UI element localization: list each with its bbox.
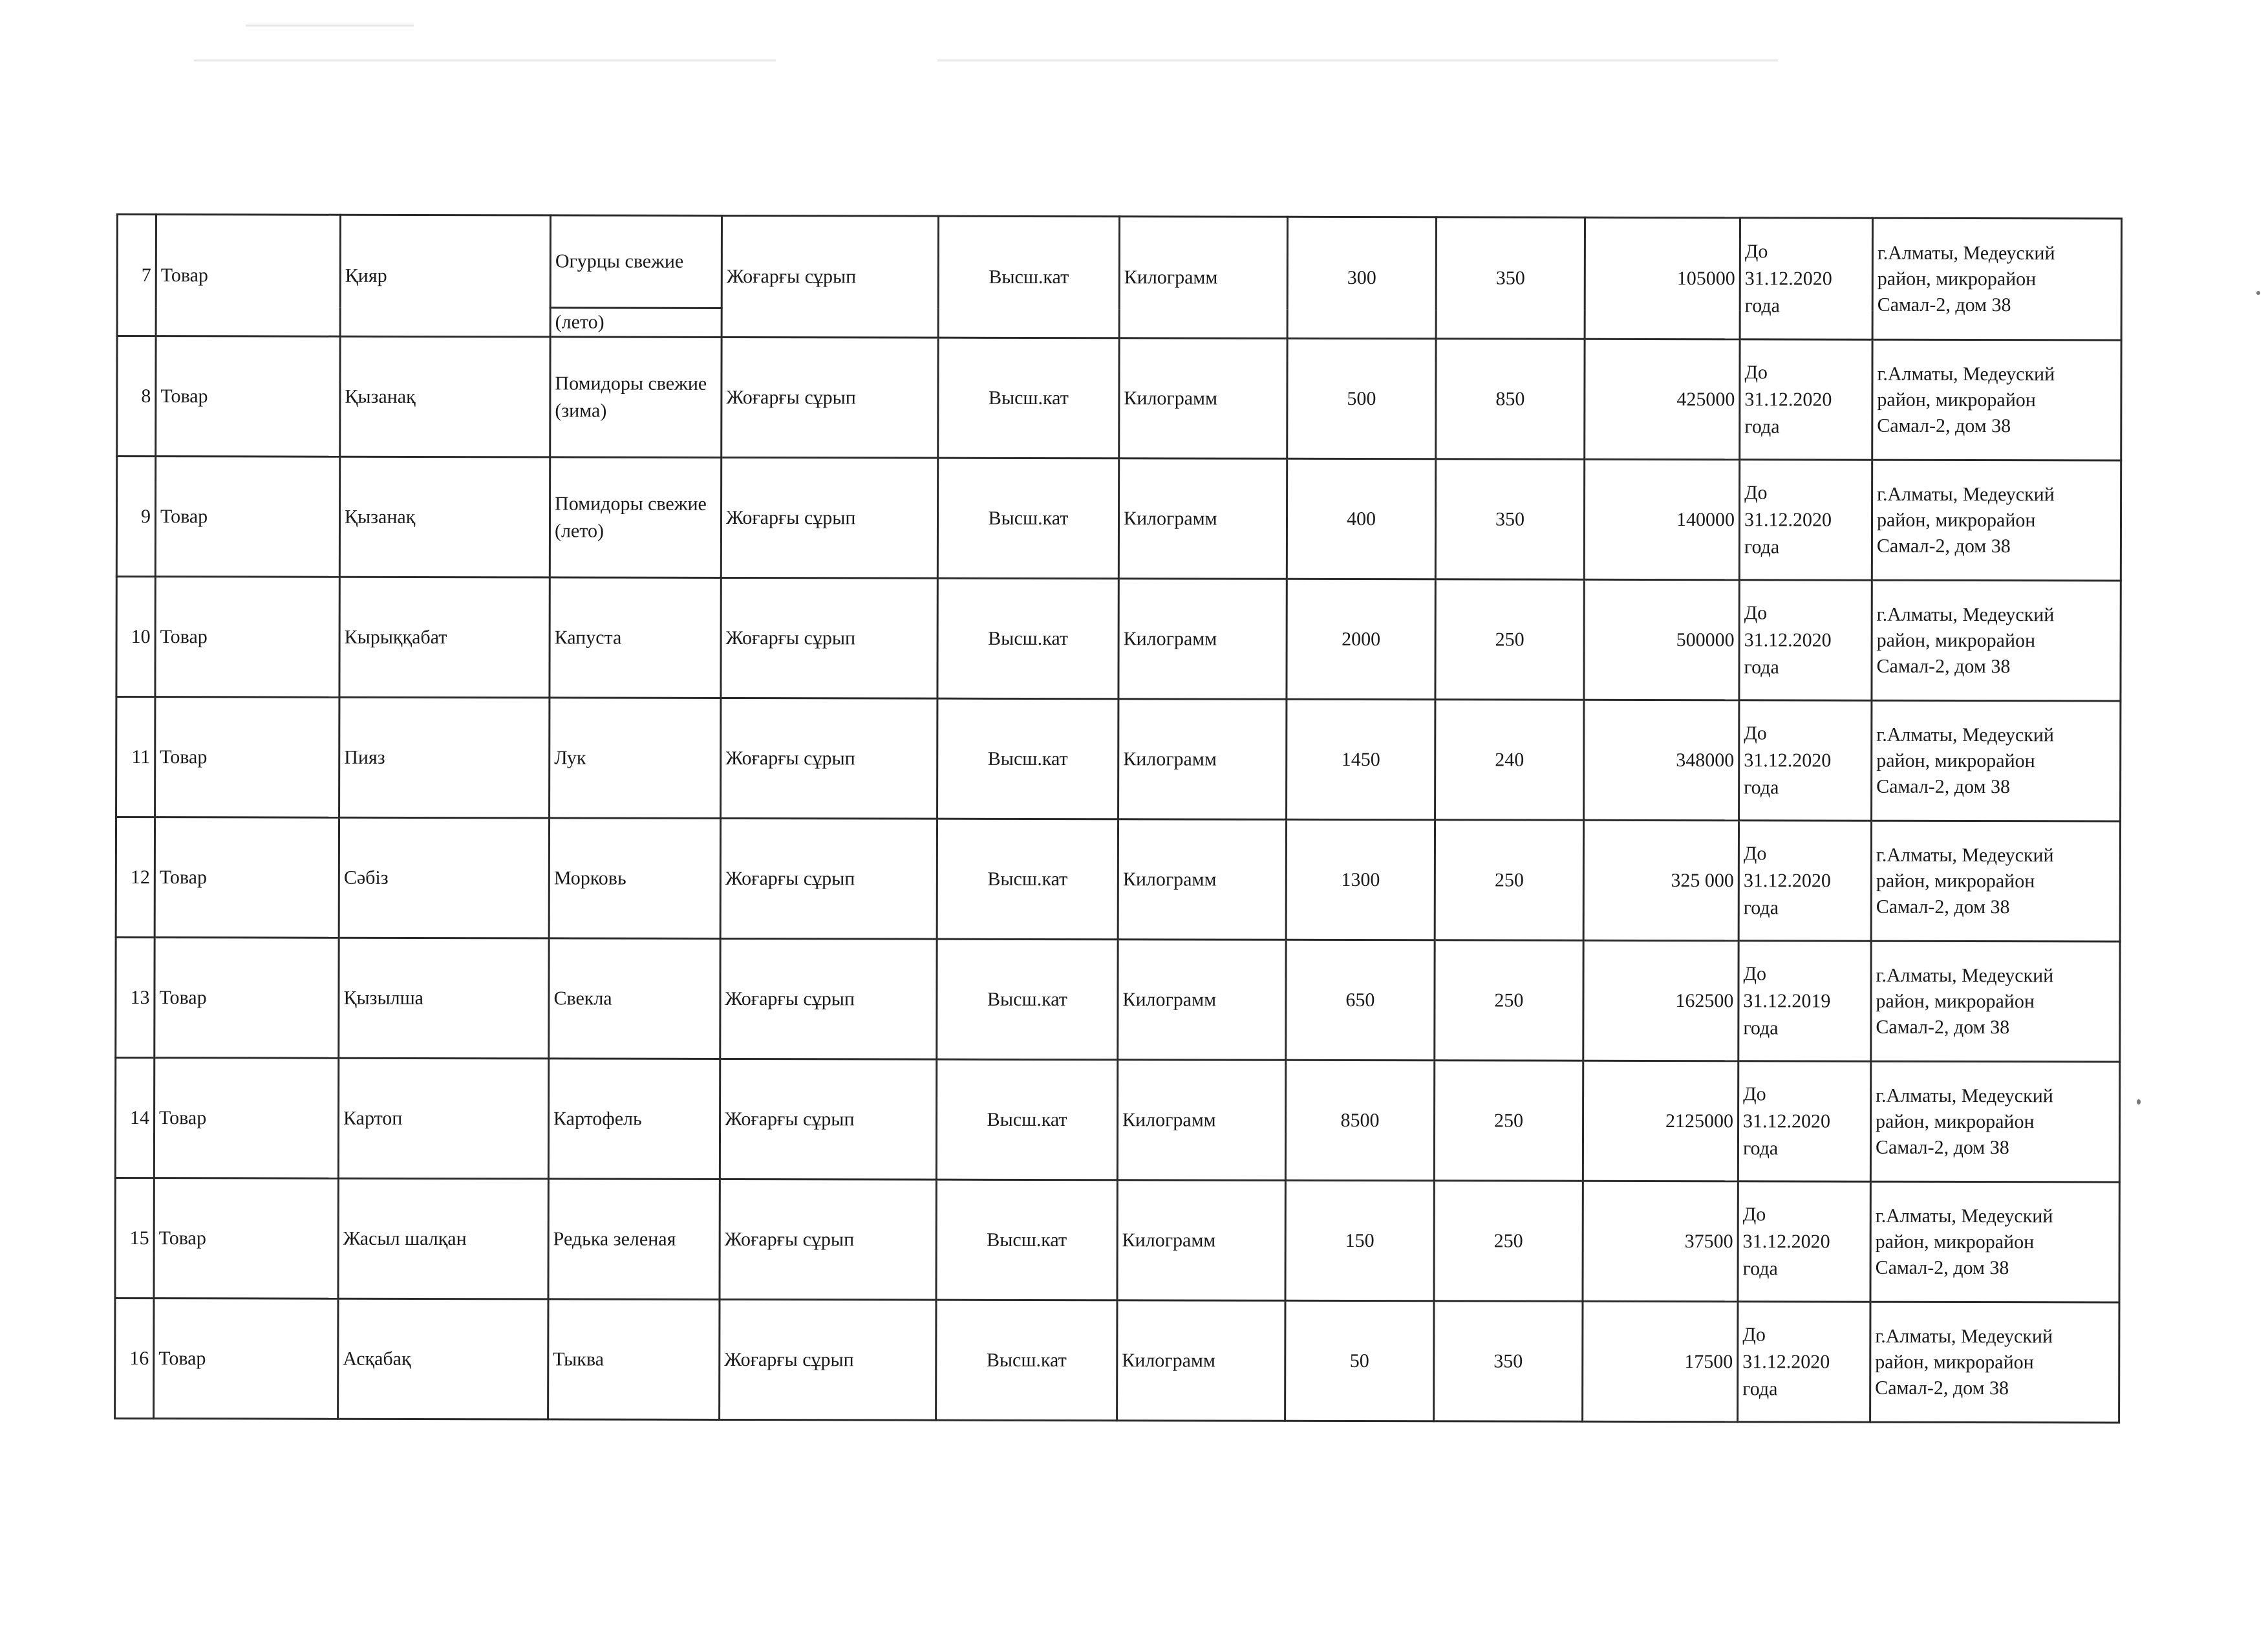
item-quantity: 400 xyxy=(1287,458,1435,579)
item-name-kz: Асқабақ xyxy=(338,1299,548,1419)
delivery-term-line: До xyxy=(1744,722,1767,744)
address-line: Самал-2, дом 38 xyxy=(1876,535,2011,557)
row-number: 16 xyxy=(115,1298,154,1418)
item-name-ru: Огурцы свежие xyxy=(550,215,722,308)
item-price: 250 xyxy=(1434,1181,1583,1301)
address-line: Самал-2, дом 38 xyxy=(1876,775,2011,797)
delivery-term xyxy=(1739,580,1872,700)
item-price: 250 xyxy=(1435,579,1584,700)
delivery-term-line: года xyxy=(1743,1017,1779,1039)
item-name-ru-sub: (лето) xyxy=(550,308,722,338)
item-price: 350 xyxy=(1436,217,1585,339)
item-grade-ru: Высш.кат xyxy=(936,1300,1117,1421)
table-row xyxy=(116,697,2121,821)
address-line: Самал-2, дом 38 xyxy=(1877,294,2011,316)
item-price: 850 xyxy=(1436,339,1585,459)
delivery-address xyxy=(1870,1181,2119,1302)
item-unit: Килограмм xyxy=(1118,940,1286,1061)
row-number: 13 xyxy=(116,938,155,1058)
row-number: 15 xyxy=(115,1178,154,1298)
address-line: район, микрорайон xyxy=(1877,389,2036,411)
item-type: Товар xyxy=(156,215,340,337)
delivery-term-date: 31.12.2020 xyxy=(1744,749,1832,771)
delivery-term-line: До xyxy=(1742,1323,1766,1345)
item-unit: Килограмм xyxy=(1118,819,1286,940)
item-sum: 500000 xyxy=(1584,579,1739,700)
address-line: г.Алматы, Медеуский xyxy=(1877,483,2055,505)
item-grade-ru: Высш.кат xyxy=(938,216,1119,338)
delivery-term-line: До xyxy=(1742,1203,1766,1225)
item-type: Товар xyxy=(154,1299,338,1419)
item-type: Товар xyxy=(154,1058,338,1179)
address-line: г.Алматы, Медеуский xyxy=(1876,603,2055,625)
row-number: 8 xyxy=(117,336,156,457)
delivery-term xyxy=(1738,821,1871,941)
item-grade-ru: Высш.кат xyxy=(937,458,1118,579)
item-type: Товар xyxy=(156,336,340,457)
delivery-term-line: До xyxy=(1744,601,1768,623)
delivery-term-line: года xyxy=(1743,896,1779,918)
item-unit: Килограмм xyxy=(1119,338,1287,459)
item-quantity: 500 xyxy=(1287,338,1436,458)
delivery-term xyxy=(1739,460,1872,580)
item-name-ru: Морковь xyxy=(549,818,720,939)
item-sum: 37500 xyxy=(1583,1181,1738,1302)
delivery-term-date: 31.12.2020 xyxy=(1742,1230,1830,1253)
item-price: 240 xyxy=(1435,700,1584,820)
address-line: Самал-2, дом 38 xyxy=(1876,655,2011,677)
scan-artifact xyxy=(246,25,414,27)
item-name-ru: Тыква xyxy=(548,1299,720,1420)
item-grade-ru: Высш.кат xyxy=(936,1059,1117,1180)
row-number: 12 xyxy=(116,817,155,938)
delivery-term-line: До xyxy=(1744,240,1768,262)
delivery-term-line: года xyxy=(1742,1257,1778,1279)
row-number: 10 xyxy=(116,577,155,697)
delivery-term xyxy=(1739,700,1872,821)
delivery-term xyxy=(1738,1302,1870,1422)
delivery-term-line: До xyxy=(1743,1083,1766,1105)
address-line: район, микрорайон xyxy=(1876,749,2035,771)
item-price: 250 xyxy=(1435,940,1583,1061)
address-line: Самал-2, дом 38 xyxy=(1875,1377,2009,1399)
item-price: 250 xyxy=(1435,820,1583,940)
item-unit: Килограмм xyxy=(1118,579,1287,700)
item-type: Товар xyxy=(155,457,339,577)
delivery-term-line: года xyxy=(1744,656,1779,678)
item-grade-kz: Жоғарғы сұрып xyxy=(721,698,937,819)
item-grade-kz: Жоғарғы сұрып xyxy=(720,1179,936,1300)
item-quantity: 650 xyxy=(1286,940,1435,1060)
item-sum: 162500 xyxy=(1583,940,1738,1061)
item-quantity: 150 xyxy=(1285,1180,1434,1300)
delivery-address xyxy=(1872,218,2121,340)
delivery-address xyxy=(1870,1302,2119,1423)
item-sum: 325 000 xyxy=(1583,820,1738,941)
item-name-ru: Капуста xyxy=(550,577,721,698)
item-type: Товар xyxy=(154,1178,338,1299)
delivery-term-line: До xyxy=(1744,361,1768,383)
address-line: район, микрорайон xyxy=(1877,268,2037,290)
table-row xyxy=(115,1178,2119,1302)
item-unit: Килограмм xyxy=(1117,1180,1285,1301)
item-unit: Килограмм xyxy=(1117,1300,1285,1421)
address-line: район, микрорайон xyxy=(1876,629,2036,651)
address-line: Самал-2, дом 38 xyxy=(1875,1256,2009,1278)
address-line: Самал-2, дом 38 xyxy=(1877,415,2011,436)
item-grade-kz: Жоғарғы сұрып xyxy=(720,1059,936,1180)
delivery-address xyxy=(1872,580,2121,701)
item-grade-ru: Высш.кат xyxy=(937,819,1118,940)
delivery-term-line: года xyxy=(1742,1377,1778,1399)
address-line: Самал-2, дом 38 xyxy=(1875,1136,2009,1158)
table-row xyxy=(116,938,2120,1062)
item-unit: Килограмм xyxy=(1118,458,1287,579)
address-line: район, микрорайон xyxy=(1876,990,2035,1012)
delivery-address xyxy=(1871,941,2120,1062)
address-line: г.Алматы, Медеуский xyxy=(1875,1325,2053,1347)
address-line: Самал-2, дом 38 xyxy=(1876,1016,2010,1038)
item-type: Товар xyxy=(155,817,339,938)
table-row xyxy=(116,457,2121,581)
item-quantity: 300 xyxy=(1287,217,1436,338)
delivery-term-line: До xyxy=(1744,481,1768,503)
table-row xyxy=(116,817,2120,942)
item-type: Товар xyxy=(155,938,339,1059)
item-grade-kz: Жоғарғы сұрып xyxy=(720,818,937,939)
table-row xyxy=(116,577,2121,701)
table-row xyxy=(117,336,2121,460)
item-grade-kz: Жоғарғы сұрып xyxy=(722,337,938,458)
item-name-ru: Свекла xyxy=(549,938,720,1059)
table-row xyxy=(117,215,2121,311)
item-price: 350 xyxy=(1434,1301,1583,1421)
item-quantity: 1450 xyxy=(1287,699,1435,819)
item-sum: 17500 xyxy=(1583,1301,1738,1422)
delivery-term xyxy=(1738,941,1871,1061)
item-name-ru: Помидоры свежие (зима) xyxy=(550,337,722,458)
address-line: г.Алматы, Медеуский xyxy=(1876,1084,2053,1106)
item-grade-ru: Высш.кат xyxy=(937,698,1118,819)
item-grade-kz: Жоғарғы сұрып xyxy=(721,457,937,578)
item-name-kz: Кырыққабат xyxy=(339,577,550,698)
delivery-address xyxy=(1870,1061,2119,1182)
item-name-kz: Қияр xyxy=(340,215,550,337)
delivery-term xyxy=(1738,1061,1870,1181)
scan-speck xyxy=(2137,1099,2141,1105)
row-number: 14 xyxy=(115,1058,154,1178)
table-row xyxy=(115,1058,2119,1182)
item-name-ru: Картофель xyxy=(548,1059,720,1180)
delivery-address xyxy=(1872,700,2121,821)
item-name-ru: Редька зеленая xyxy=(548,1179,720,1300)
item-quantity: 2000 xyxy=(1287,579,1435,699)
item-grade-ru: Высш.кат xyxy=(938,338,1119,458)
address-line: г.Алматы, Медеуский xyxy=(1876,964,2054,986)
delivery-address xyxy=(1871,821,2120,942)
delivery-term-date: 31.12.2020 xyxy=(1744,629,1832,651)
item-grade-ru: Высш.кат xyxy=(936,1180,1117,1300)
item-type: Товар xyxy=(155,697,339,818)
item-unit: Килограмм xyxy=(1119,217,1287,339)
delivery-term-date: 31.12.2020 xyxy=(1744,508,1832,531)
address-line: г.Алматы, Медеуский xyxy=(1877,242,2055,264)
item-unit: Килограмм xyxy=(1117,1060,1285,1181)
scan-speck xyxy=(2256,291,2260,295)
delivery-term-line: До xyxy=(1743,842,1767,864)
item-name-kz: Сәбіз xyxy=(339,817,549,938)
address-line: г.Алматы, Медеуский xyxy=(1876,724,2055,746)
item-name-kz: Қызанақ xyxy=(339,457,550,577)
scan-artifact xyxy=(194,59,776,61)
delivery-term-date: 31.12.2020 xyxy=(1742,1350,1830,1373)
table-row xyxy=(115,1298,2119,1422)
delivery-address xyxy=(1872,339,2121,460)
delivery-address xyxy=(1872,460,2121,581)
address-line: район, микрорайон xyxy=(1875,1351,2034,1373)
row-number: 9 xyxy=(116,457,155,577)
item-grade-ru: Высш.кат xyxy=(937,939,1118,1060)
delivery-term-line: До xyxy=(1743,962,1767,984)
address-line: район, микрорайон xyxy=(1876,509,2036,531)
item-name-kz: Пияз xyxy=(339,697,550,818)
item-grade-kz: Жоғарғы сұрып xyxy=(722,215,938,338)
item-price: 250 xyxy=(1434,1061,1583,1181)
address-line: г.Алматы, Медеуский xyxy=(1876,844,2054,866)
item-quantity: 8500 xyxy=(1285,1060,1434,1180)
item-sum: 105000 xyxy=(1585,217,1740,339)
item-sum: 425000 xyxy=(1585,339,1740,460)
address-line: район, микрорайон xyxy=(1876,870,2035,892)
delivery-term-line: года xyxy=(1744,294,1781,316)
goods-table xyxy=(114,213,2123,1423)
address-line: г.Алматы, Медеуский xyxy=(1875,1205,2053,1227)
item-name-kz: Қызанақ xyxy=(340,336,550,457)
item-name-kz: Жасыл шалқан xyxy=(338,1178,548,1299)
item-quantity: 1300 xyxy=(1286,819,1435,940)
delivery-term-date: 31.12.2019 xyxy=(1743,989,1831,1012)
item-name-kz: Картоп xyxy=(338,1058,548,1179)
item-type: Товар xyxy=(155,577,339,698)
scan-artifact xyxy=(937,59,1778,61)
item-grade-kz: Жоғарғы сұрып xyxy=(720,1299,936,1420)
item-name-kz: Қызылша xyxy=(339,938,549,1059)
delivery-term-line: года xyxy=(1742,1137,1779,1159)
address-line: Самал-2, дом 38 xyxy=(1876,896,2010,918)
item-grade-kz: Жоғарғы сұрып xyxy=(720,938,937,1059)
delivery-term-date: 31.12.2020 xyxy=(1743,869,1831,892)
item-quantity: 50 xyxy=(1285,1300,1434,1421)
item-name-ru: Лук xyxy=(550,698,721,819)
delivery-term xyxy=(1740,339,1872,460)
delivery-term-date: 31.12.2020 xyxy=(1743,1110,1831,1132)
item-name-ru: Помидоры свежие (лето) xyxy=(550,457,721,578)
item-sum: 2125000 xyxy=(1583,1061,1738,1181)
address-line: район, микрорайон xyxy=(1876,1110,2035,1132)
row-number: 7 xyxy=(117,215,156,336)
item-unit: Килограмм xyxy=(1118,699,1287,820)
address-line: г.Алматы, Медеуский xyxy=(1877,363,2055,385)
delivery-term-date: 31.12.2020 xyxy=(1744,267,1832,290)
item-sum: 348000 xyxy=(1584,700,1739,821)
delivery-term-line: года xyxy=(1744,415,1780,437)
item-grade-ru: Высш.кат xyxy=(937,578,1118,699)
delivery-term-line: года xyxy=(1744,776,1779,798)
delivery-term-line: года xyxy=(1744,535,1780,557)
item-sum: 140000 xyxy=(1584,459,1739,580)
delivery-term-date: 31.12.2020 xyxy=(1744,388,1832,411)
item-price: 350 xyxy=(1435,459,1584,579)
delivery-term xyxy=(1740,218,1872,339)
item-grade-kz: Жоғарғы сұрып xyxy=(721,577,937,698)
address-line: район, микрорайон xyxy=(1875,1231,2035,1253)
row-number: 11 xyxy=(116,697,155,817)
delivery-term xyxy=(1738,1181,1870,1302)
